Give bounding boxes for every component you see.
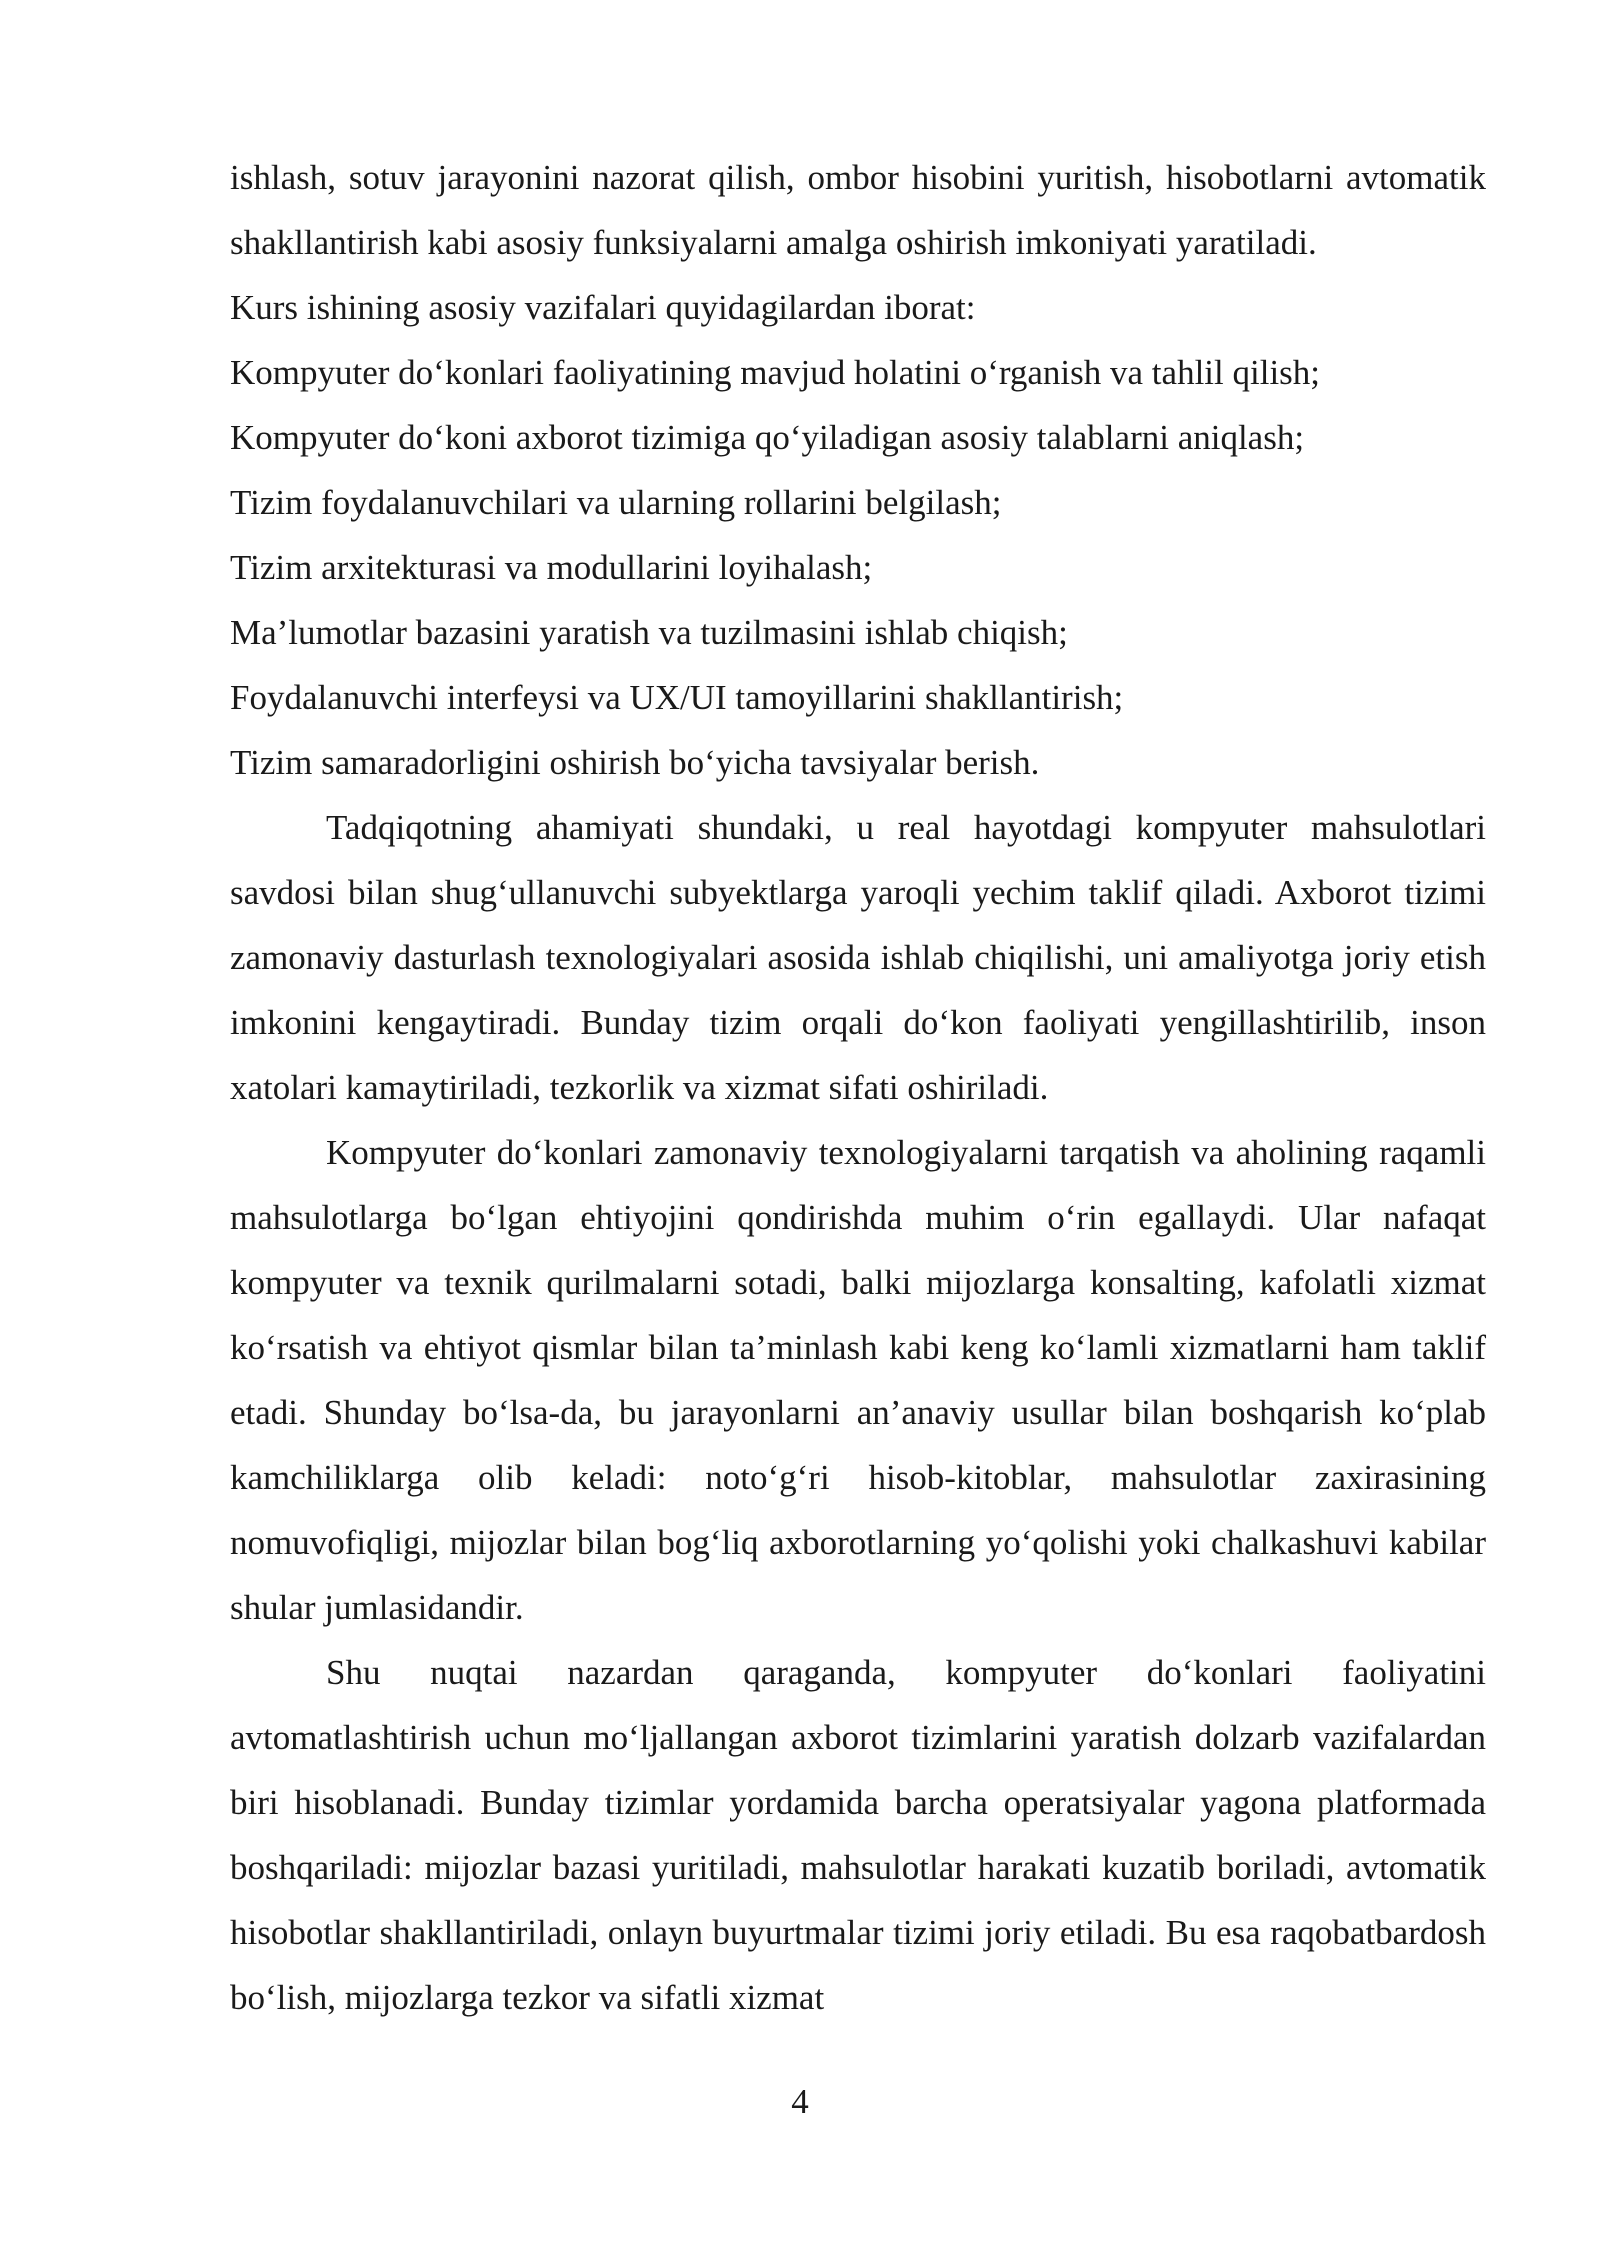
task-item: Foydalanuvchi interfeysi va UX/UI tamoyillarini shakllantirish; bbox=[230, 678, 1124, 717]
tasks-heading: Kurs ishining asosiy vazifalari quyidagilardan iborat: bbox=[230, 288, 976, 327]
task-item: Kompyuter do‘koni axborot tizimiga qo‘yiladigan asosiy talablarni aniqlash; bbox=[230, 418, 1305, 457]
body-paragraph: Kompyuter do‘konlari zamonaviy texnologiyalarni tarqatish va aholining raqamli mahsulotlarga bo‘lgan ehtiyojini qondirishda muhim o‘rin egallaydi. Ular nafaqat kompyuter va texnik qurilmalarni sotadi, balki mijozlarga konsalting, kafolatli xizmat ko‘rsatish va ehtiyot qismlar bilan ta’minlash kabi keng ko‘lamli xizmatlarni ham taklif etadi. Shunday bo‘lsa-da, bu jarayonlarni an’anaviy usullar bilan boshqarish ko‘plab kamchiliklarga olib keladi: noto‘g‘ri hisob-kitoblar, mahsulotlar zaxirasining nomuvofiqligi, mijozlar bilan bog‘liq axborotlarning yo‘qolishi yoki chalkashuvi kabilar shular jumlasidandir. bbox=[230, 1133, 1486, 1627]
task-item: Ma’lumotlar bazasini yaratish va tuzilmasini ishlab chiqish; bbox=[230, 613, 1068, 652]
page-body bbox=[230, 145, 1486, 2030]
page-number: 4 bbox=[791, 2082, 809, 2121]
task-item: Tizim arxitekturasi va modullarini loyihalash; bbox=[230, 548, 873, 587]
task-item: Tizim foydalanuvchilari va ularning rollarini belgilash; bbox=[230, 483, 1002, 522]
task-item: Kompyuter do‘konlari faoliyatining mavjud holatini o‘rganish va tahlil qilish; bbox=[230, 353, 1321, 392]
intro-paragraph: ishlash, sotuv jarayonini nazorat qilish, ombor hisobini yuritish, hisobotlarni avtomatik shakllantirish kabi asosiy funksiyalarni amalga oshirish imkoniyati yaratiladi. bbox=[230, 158, 1486, 262]
body-paragraph: Tadqiqotning ahamiyati shundaki, u real hayotdagi kompyuter mahsulotlari savdosi bilan shug‘ullanuvchi subyektlarga yaroqli yechim taklif qiladi. Axborot tizimi zamonaviy dasturlash texnologiyalari asosida ishlab chiqilishi, uni amaliyotga joriy etish imkonini kengaytiradi. Bunday tizim orqali do‘kon faoliyati yengillashtirilib, inson xatolari kamaytiriladi, tezkorlik va xizmat sifati oshiriladi. bbox=[230, 808, 1486, 1107]
task-item: Tizim samaradorligini oshirish bo‘yicha tavsiyalar berish. bbox=[230, 743, 1040, 782]
body-paragraph: Shu nuqtai nazardan qaraganda, kompyuter do‘konlari faoliyatini avtomatlashtirish uchun mo‘ljallangan axborot tizimlarini yaratish dolzarb vazifalardan biri hisoblanadi. Bunday tizimlar yordamida barcha operatsiyalar yagona platformada boshqariladi: mijozlar bazasi yuritiladi, mahsulotlar harakati kuzatib boriladi, avtomatik hisobotlar shakllantiriladi, onlayn buyurtmalar tizimi joriy etiladi. Bu esa raqobatbardosh bo‘lish, mijozlarga tezkor va sifatli xizmat bbox=[230, 1653, 1486, 2017]
